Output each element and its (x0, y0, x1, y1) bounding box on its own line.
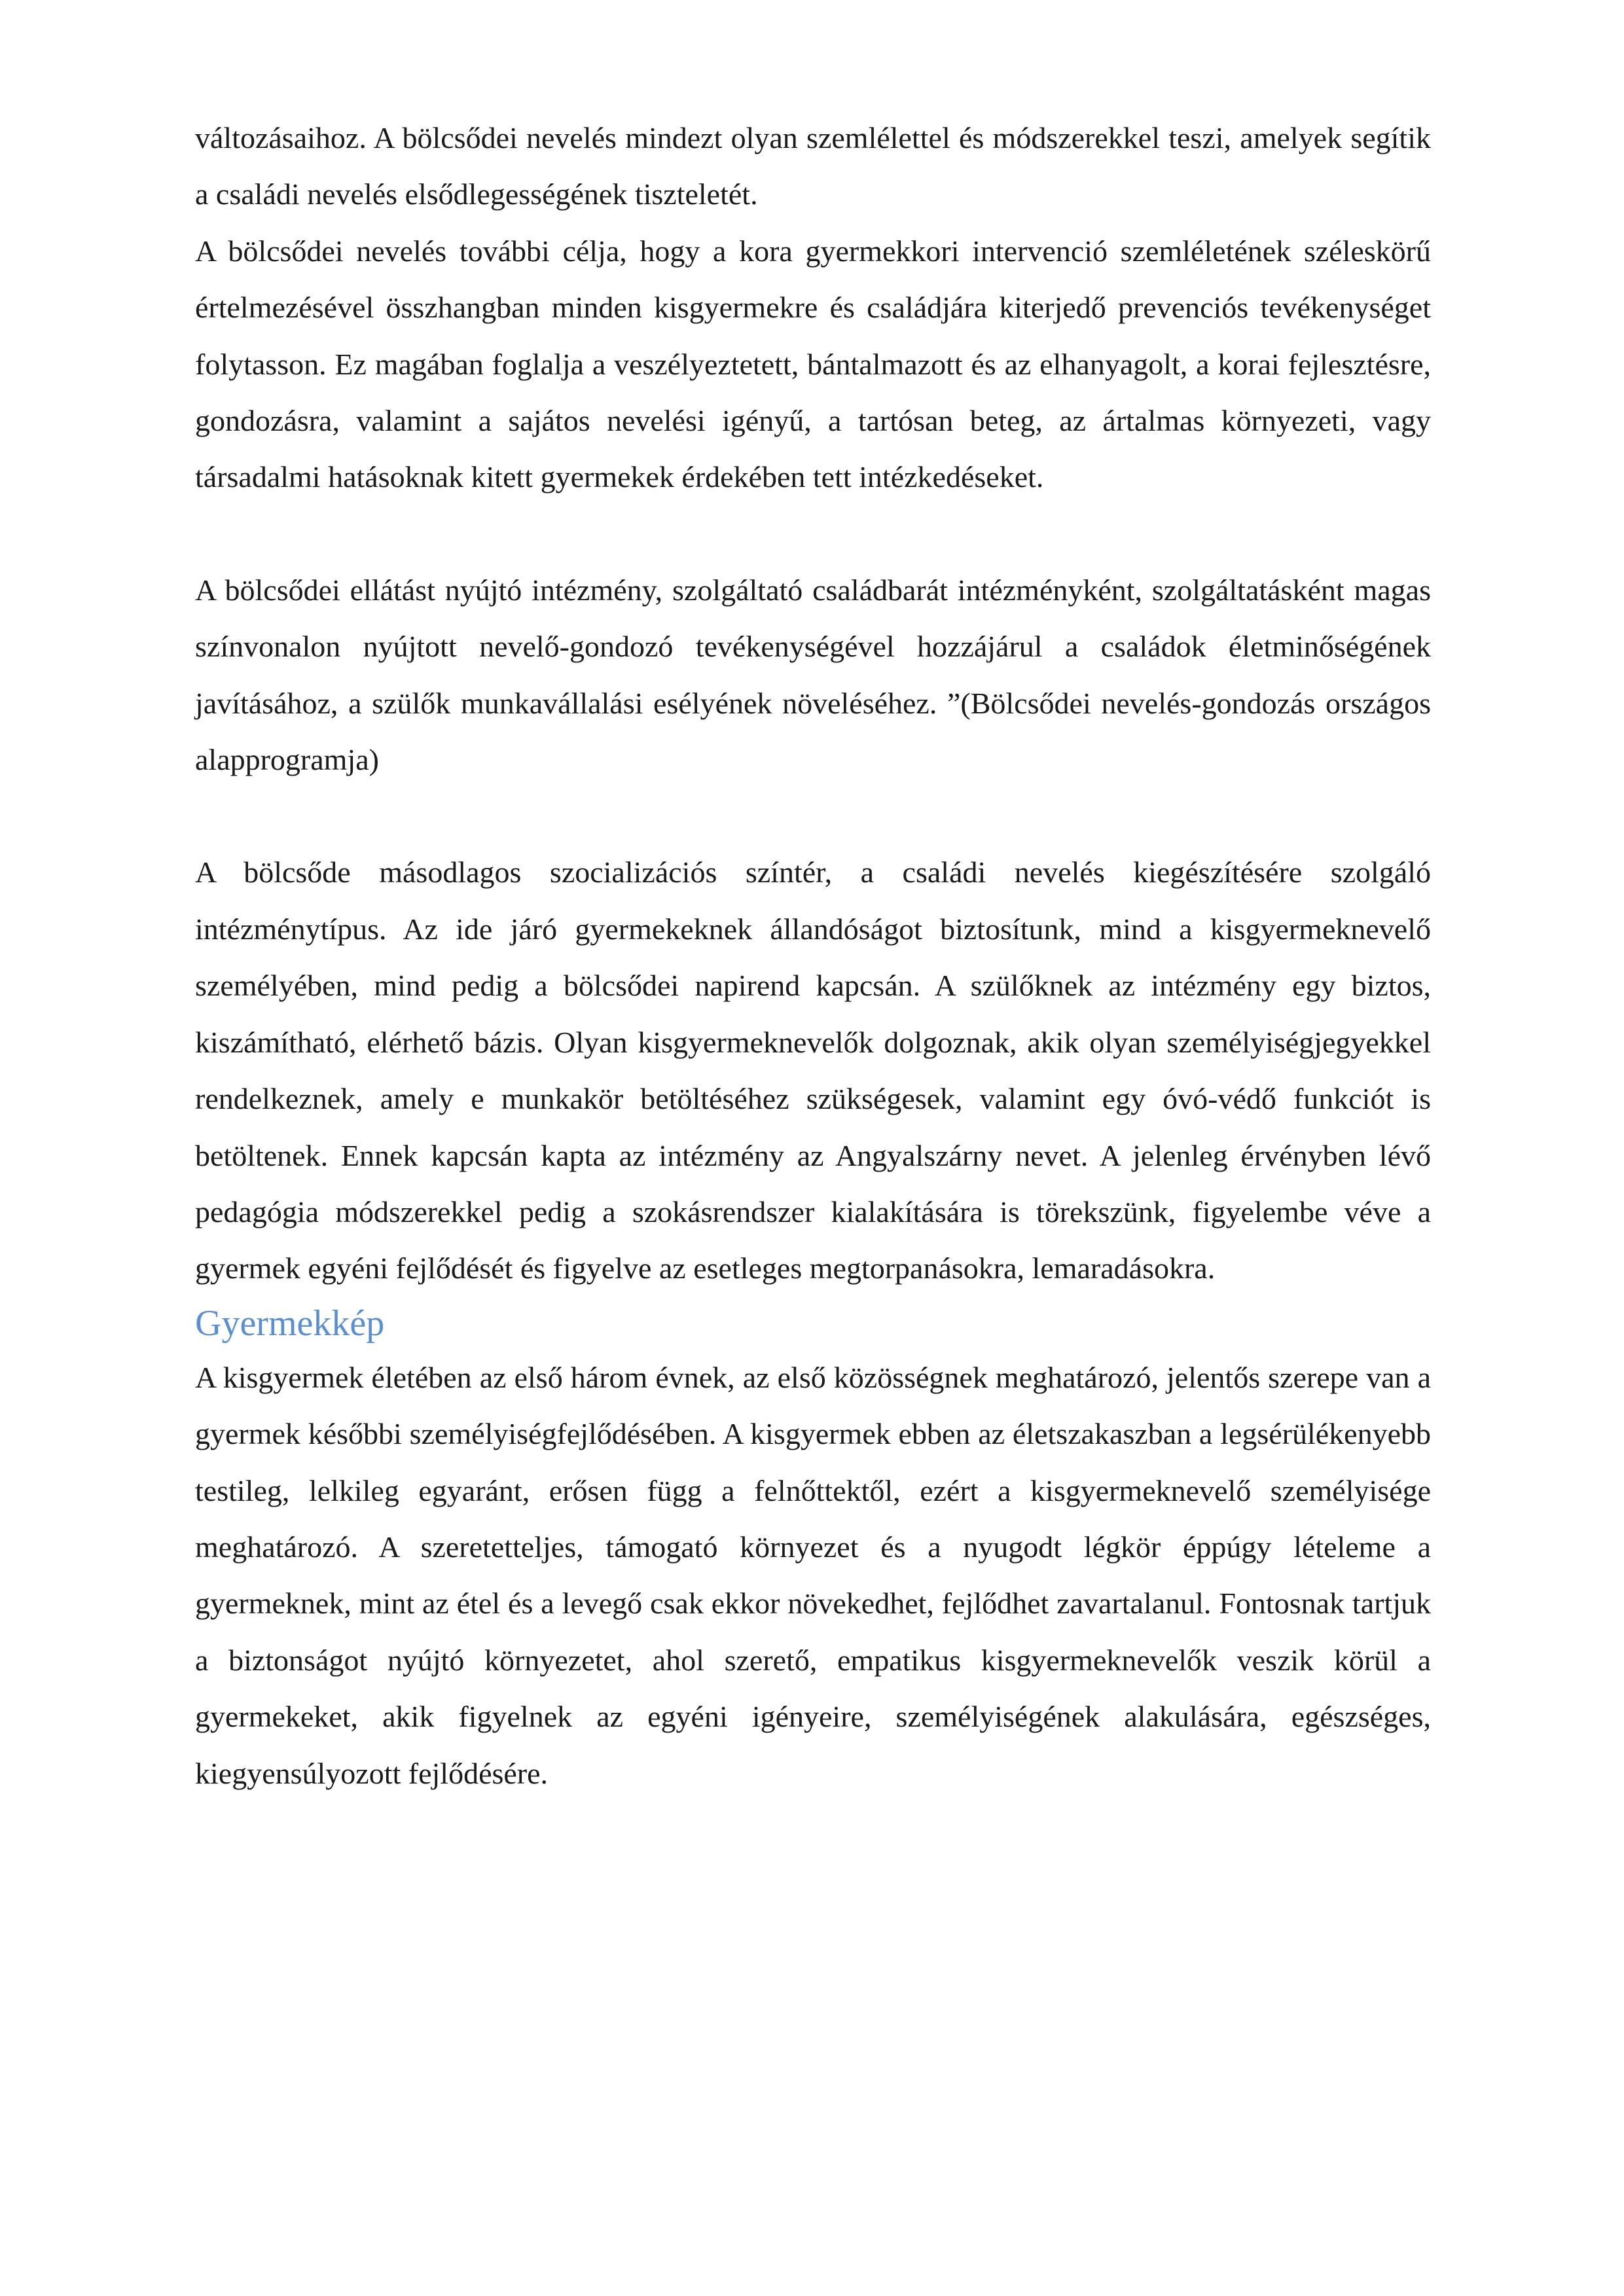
paragraph-intro-continuation: változásaihoz. A bölcsődei nevelés mindezt olyan szemlélettel és módszerekkel teszi, amelyek segítik a családi nevelés elsődlegességének tiszteletét. (195, 121, 1431, 211)
paragraph-socialization: A bölcsőde másodlagos szocializációs színtér, a családi nevelés kiegészítésére szolgáló intézménytípus. Az ide járó gyermekeknek állandóságot biztosítunk, mind a kisgyermeknevelő személyében, mind pedig a bölcsődei napirend kapcsán. A szülőknek az intézmény egy biztos, kiszámítható, elérhető bázis. Olyan kisgyermeknevelők dolgoznak, akik olyan személyiségjegyekkel rendelkeznek, amely e munkakör betöltéséhez szükségesek, valamint egy óvó-védő funkciót is betöltenek. Ennek kapcsán kapta az intézmény az Angyalszárny nevet. A jelenleg érvényben lévő pedagógia módszerekkel pedig a szokásrendszer kialakítására is törekszünk, figyelembe véve a gyermek egyéni fejlődését és figyelve az esetleges megtorpanásokra, lemaradásokra. (195, 855, 1431, 1285)
paragraph-child-image: A kisgyermek életében az első három évnek, az első közösségnek meghatározó, jelentős szerepe van a gyermek későbbi személyiségfejlődésében. A kisgyermek ebben az életszakaszban a legsérülékenyebb testileg, lelkileg egyaránt, erősen függ a felnőttektől, ezért a kisgyermeknevelő személyisége meghatározó. A szeretetteljes, támogató környezet és a nyugodt légkör éppúgy lételeme a gyermeknek, mint az étel és a levegő csak ekkor növekedhet, fejlődhet zavartalanul. Fontosnak tartjuk a biztonságot nyújtó környezetet, ahol szerető, empatikus kisgyermeknevelők veszik körül a gyermekeket, akik figyelnek az egyéni igényeire, személyiségének alakulására, egészséges, kiegyensúlyozott fejlődésére. (195, 1360, 1431, 1790)
paragraph-spacer (195, 788, 1431, 844)
page-content (195, 110, 1431, 1802)
paragraph-prevention: A bölcsődei nevelés további célja, hogy a kora gyermekkori intervenció szemléletének széleskörű értelmezésével összhangban minden kisgyermekre és családjára kiterjedő prevenciós tevékenységet folytasson. Ez magában foglalja a veszélyeztetett, bántalmazott és az elhanyagolt, a korai fejlesztésre, gondozásra, valamint a sajátos nevelési igényű, a tartósan beteg, az ártalmas környezeti, vagy társadalmi hatásoknak kitett gyermekek érdekében tett intézkedéseket. (195, 234, 1431, 494)
paragraph-family-friendly: A bölcsődei ellátást nyújtó intézmény, szolgáltató családbarát intézményként, szolgáltatásként magas színvonalon nyújtott nevelő-gondozó tevékenységével hozzájárul a családok életminőségének javításához, a szülők munkavállalási esélyének növeléséhez. ”(Bölcsődei nevelés-gondozás országos alapprogramja) (195, 573, 1431, 777)
paragraph-spacer (195, 506, 1431, 562)
section-heading-gyermekkep: Gyermekkép (195, 1302, 385, 1344)
